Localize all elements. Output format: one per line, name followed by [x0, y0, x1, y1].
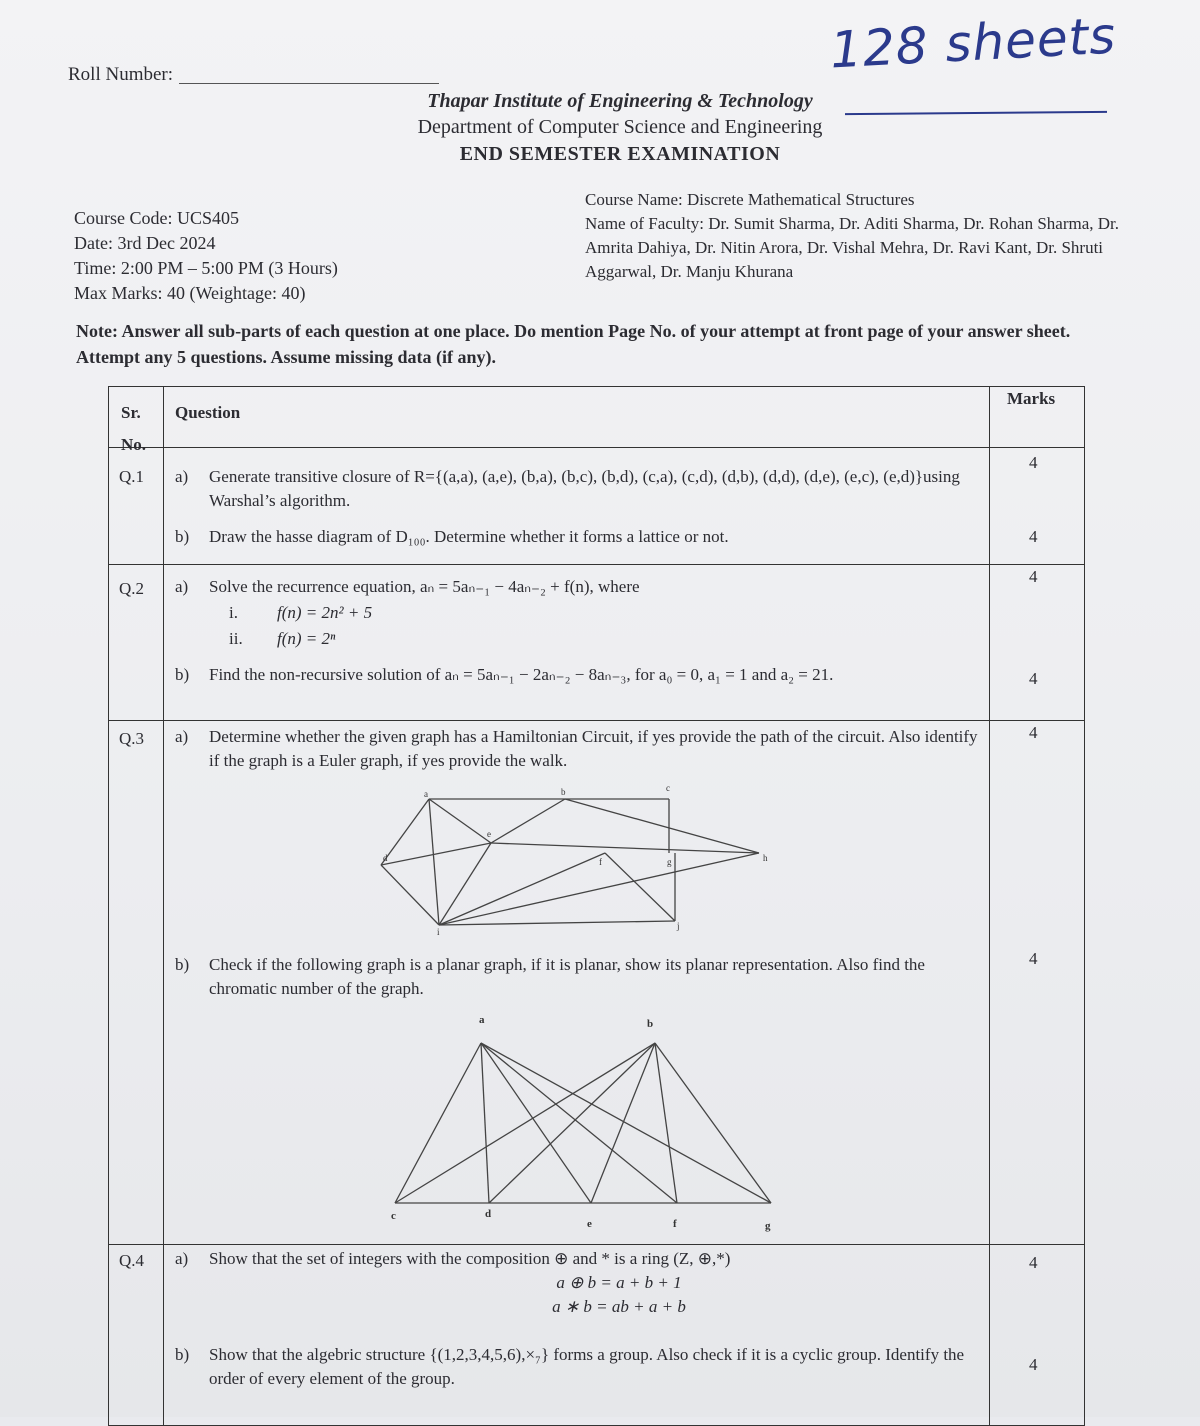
divider: [109, 720, 1084, 721]
q4-part-a: [175, 1247, 990, 1271]
graph-edge: [565, 799, 759, 853]
marks-value: 4: [1029, 527, 1038, 546]
part-label: a): [175, 727, 189, 746]
exam-date: Date: 3rd Dec 2024: [74, 233, 216, 253]
graph-label: g: [667, 857, 672, 867]
part-label: b): [175, 665, 190, 684]
q3-part-a: [175, 725, 990, 773]
question-text: Generate transitive closure of R={(a,a), (a,e), (b,a), (b,c), (b,d), (c,a), (c,d), (d,b), (d,d), (d,e), (e,c), (e,d)}using Warshal’s algorithm.: [209, 467, 960, 510]
part-label: b): [175, 527, 190, 546]
header-question: Question: [175, 403, 241, 422]
graph-label: e: [487, 829, 491, 839]
divider: [109, 1244, 1084, 1245]
graph-label: c: [666, 785, 670, 793]
graph-edge: [591, 1043, 655, 1203]
question-text: Show that the algebric structure {(1,2,3,4,5,6),×₇} forms a group. Also check if it is a cyclic group. Identify the order of every element of the group.: [209, 1345, 965, 1388]
question-text: Show that the set of integers with the composition ⊕ and * is a ring (Z, ⊕,*): [209, 1249, 731, 1268]
graph-edge: [381, 799, 429, 865]
divider: [163, 387, 164, 1425]
graph-label: h: [763, 853, 768, 863]
graph-label: b: [561, 787, 566, 797]
roll-number-field: Roll Number:: [68, 64, 439, 86]
graph-edge: [655, 1043, 677, 1203]
max-marks: Max Marks: 40 (Weightage: 40): [74, 283, 306, 303]
graph-edge: [481, 1043, 591, 1203]
marks-value: 4: [1029, 949, 1038, 968]
graph-edge: [489, 1043, 655, 1203]
question-number: Q.3: [119, 729, 145, 748]
graph-edge: [605, 853, 675, 921]
header-marks: Marks: [1007, 389, 1056, 408]
graph-edge: [491, 799, 565, 843]
question-text: Determine whether the given graph has a Hamiltonian Circuit, if yes provide the path of the circuit. Also identify if the graph is a Euler graph, if yes provide the walk.: [209, 727, 978, 770]
graph-edge: [481, 1043, 489, 1203]
graph-label: b: [647, 1018, 654, 1030]
marks-value: 4: [1029, 1355, 1038, 1374]
hamiltonian-graph: [369, 785, 779, 935]
planar-check-graph: [381, 1013, 791, 1235]
question-text: f(n) = 2n² + 5: [277, 603, 373, 622]
question-text: Solve the recurrence equation, aₙ = 5aₙ₋₁ − 4aₙ₋₂ + f(n), where: [209, 577, 640, 596]
graph-edge: [381, 843, 491, 865]
divider: [109, 564, 1084, 565]
course-name: Course Name: Discrete Mathematical Structures: [585, 190, 915, 209]
q4-part-b: [175, 1343, 990, 1391]
q2-part-a-i: [229, 601, 629, 625]
part-label: ii.: [229, 629, 243, 648]
marks-value: 4: [1029, 723, 1038, 742]
q2-part-b: [175, 663, 990, 687]
question-text: f(n) = 2ⁿ: [277, 629, 336, 648]
ring-equation-2: a ∗ b = ab + a + b: [552, 1297, 686, 1316]
q3-part-b: [175, 953, 990, 1001]
header-sr: Sr.: [121, 403, 141, 422]
question-text: Find the non-recursive solution of aₙ = 5aₙ₋₁ − 2aₙ₋₂ − 8aₙ₋₃, for a₀ = 0, a₁ = 1 and a₂ = 21.: [209, 665, 834, 684]
part-label: a): [175, 577, 189, 596]
graph-label: j: [677, 921, 680, 931]
graph-edge: [481, 1043, 677, 1203]
part-label: i.: [229, 603, 238, 622]
graph-edge: [429, 799, 491, 843]
question-text: Check if the following graph is a planar graph, if it is planar, show its planar representation. Also find the chromatic number of the graph.: [209, 955, 925, 998]
exam-title: END SEMESTER EXAMINATION: [459, 143, 781, 165]
graph-label: f: [673, 1218, 677, 1230]
marks-value: 4: [1029, 567, 1038, 586]
graph-label: c: [391, 1210, 396, 1222]
graph-label: d: [383, 853, 388, 863]
marks-value: 4: [1029, 1253, 1038, 1272]
graph-edge: [439, 853, 605, 925]
question-text: Draw the hasse diagram of D₁₀₀. Determine whether it forms a lattice or not.: [209, 527, 729, 546]
exam-meta-right: [585, 188, 1125, 284]
exam-time: Time: 2:00 PM – 5:00 PM (3 Hours): [74, 258, 338, 278]
marks-value: 4: [1029, 453, 1038, 472]
course-code: Course Code: UCS405: [74, 208, 240, 228]
question-number: Q.1: [119, 467, 145, 486]
graph-label: f: [599, 857, 602, 867]
q1-part-b: [175, 525, 990, 549]
graph-label: g: [765, 1220, 771, 1232]
graph-edge: [395, 1043, 481, 1203]
graph-label: a: [479, 1014, 485, 1026]
q2-part-a-ii: [229, 627, 629, 651]
graph-label: e: [587, 1218, 592, 1230]
part-label: b): [175, 1345, 190, 1364]
graph-edge: [439, 843, 491, 925]
question-number: Q.4: [119, 1251, 145, 1270]
exam-meta-left: [74, 206, 338, 306]
department-name: Department of Computer Science and Engineering: [417, 116, 823, 138]
part-label: a): [175, 467, 189, 486]
graph-edge: [491, 843, 759, 853]
graph-label: a: [424, 789, 428, 799]
handwritten-note: 128 sheets: [828, 6, 1118, 80]
graph-edge: [439, 921, 675, 925]
graph-edge: [429, 799, 439, 925]
question-number: Q.2: [119, 579, 145, 598]
part-label: a): [175, 1249, 189, 1268]
exam-note: Note: Answer all sub-parts of each question at one place. Do mention Page No. of your attempt at front page of your answer sheet. Attempt any 5 questions. Assume missing data (if any).: [76, 321, 1071, 367]
marks-value: 4: [1029, 669, 1038, 688]
part-label: b): [175, 955, 190, 974]
q2-part-a: [175, 575, 990, 599]
graph-label: i: [437, 927, 440, 935]
q1-part-a: [175, 465, 990, 513]
ring-equation-1: a ⊕ b = a + b + 1: [556, 1273, 682, 1292]
faculty-names: Name of Faculty: Dr. Sumit Sharma, Dr. Aditi Sharma, Dr. Rohan Sharma, Dr. Amrita Dahiya, Dr. Nitin Arora, Dr. Vishal Mehra, Dr. Ravi Kant, Dr. Shruti Aggarwal, Dr. Manju Khurana: [585, 214, 1120, 281]
graph-label: d: [485, 1208, 492, 1220]
graph-edge: [381, 865, 439, 925]
header-no: No.: [121, 435, 147, 454]
divider: [109, 447, 1084, 448]
question-table: [108, 386, 1085, 1426]
institute-name: Thapar Institute of Engineering & Technology: [427, 90, 813, 112]
graph-edge: [655, 1043, 771, 1203]
